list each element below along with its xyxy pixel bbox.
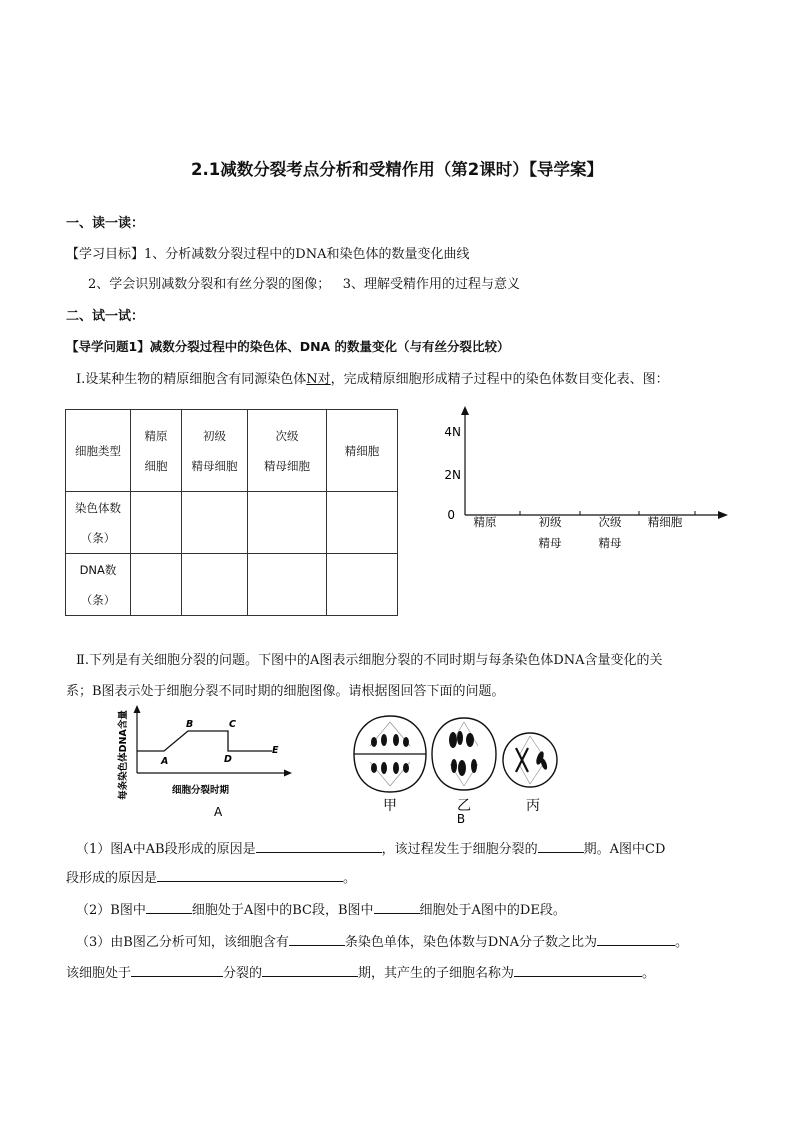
- figure-a-x-arrow: [284, 770, 292, 777]
- part-1-prefix: Ⅰ.设某种生物的精原细胞含有同源染色体: [76, 372, 307, 387]
- cell-yi: [432, 718, 496, 790]
- row-chromosome-label: 染色体数 （条）: [66, 492, 131, 554]
- answer-blank[interactable]: [146, 901, 192, 914]
- table-cell[interactable]: [248, 554, 327, 616]
- header-cell-type: 细胞类型: [66, 410, 131, 492]
- cell-bing: [503, 733, 557, 787]
- question-1-title: 【导学问题1】减数分裂过程中的染色体、DNA 的数量变化（与有丝分裂比较）: [66, 339, 510, 354]
- row-dna-label: DNA数 （条）: [66, 554, 131, 616]
- cell-jia: [354, 716, 426, 792]
- x-label-spermatogonium: 精原: [473, 515, 497, 529]
- header-primary-spermatocyte: 初级 精母细胞: [182, 410, 248, 492]
- part-1-underlined: N对: [306, 372, 331, 387]
- answer-blank[interactable]: [538, 840, 584, 853]
- table-cell[interactable]: [248, 492, 327, 554]
- question-3-line-1: （3）由B图乙分析可知，该细胞含有 条染色单体，染色体数与DNA分子数之比为 。: [76, 935, 689, 950]
- y-label-4n: 4N: [444, 425, 461, 439]
- answer-blank[interactable]: [262, 964, 358, 977]
- x-label-secondary-2: 精母: [598, 536, 622, 550]
- table-cell[interactable]: [131, 492, 182, 554]
- chromosome-table: [65, 409, 398, 616]
- answer-blank[interactable]: [289, 933, 345, 946]
- table-cell[interactable]: [327, 492, 398, 554]
- point-c: C: [229, 719, 236, 730]
- goal-2: 2、学会识别减数分裂和有丝分裂的图像；: [88, 277, 331, 292]
- learning-goals-line-1: [66, 243, 469, 262]
- figure-a-caption: A: [214, 805, 223, 819]
- question-2-line: （2）B图中 细胞处于A图中的BC段，B图中 细胞处于A图中的DE段。: [76, 903, 566, 918]
- figure-a-ylabel: 每条染色体DNA含量: [118, 710, 129, 800]
- x-label-sperm: 精细胞: [647, 515, 683, 529]
- question-3-line-2: 该细胞处于 分裂的 期，其产生的子细胞名称为 。: [66, 966, 656, 981]
- point-d: D: [224, 754, 232, 765]
- section-2-heading: 二、试一试：: [66, 309, 145, 324]
- x-label-secondary: 次级: [598, 515, 622, 529]
- part-2-line-2: 系；B图表示处于细胞分裂不同时期的细胞图像。请根据图回答下面的问题。: [66, 684, 505, 699]
- table-cell[interactable]: [131, 554, 182, 616]
- figure-a-curve: [137, 731, 272, 751]
- learning-goals-line-2: [88, 273, 520, 292]
- answer-blank[interactable]: [374, 901, 420, 914]
- table-cell[interactable]: [182, 554, 248, 616]
- answer-blank[interactable]: [597, 933, 675, 946]
- part-1-intro: [76, 368, 669, 387]
- x-axis-arrow: [718, 511, 728, 519]
- point-a: A: [161, 756, 169, 767]
- label-jia: 甲: [383, 798, 397, 814]
- x-label-primary-2: 精母: [538, 536, 562, 550]
- table-cell[interactable]: [327, 554, 398, 616]
- label-yi: 乙: [457, 798, 471, 814]
- question-1-line-1: （1）图A中AB段形成的原因是 ，该过程发生于细胞分裂的 期。A图中CD: [76, 842, 666, 857]
- section-1-heading: 一、读一读：: [66, 216, 145, 231]
- table-cell[interactable]: [182, 492, 248, 554]
- label-bing: 丙: [526, 798, 540, 814]
- x-label-primary: 初级: [538, 515, 562, 529]
- header-spermatogonium: 精原 细胞: [131, 410, 182, 492]
- figure-a-y-arrow: [134, 705, 141, 713]
- figure-a-xlabel: 细胞分裂时期: [172, 785, 230, 796]
- answer-blank[interactable]: [157, 869, 343, 882]
- header-secondary-spermatocyte: 次级 精母细胞: [248, 410, 327, 492]
- header-sperm-cell: 精细胞: [327, 410, 398, 492]
- question-1-line-2: 段形成的原因是 。: [66, 871, 357, 886]
- answer-blank[interactable]: [131, 964, 223, 977]
- part-1-suffix: ，完成精原细胞形成精子过程中的染色体数目变化表、图：: [330, 372, 669, 387]
- goal-label: 【学习目标】: [66, 247, 145, 262]
- page-title: 2.1减数分裂考点分析和受精作用（第2课时）【导学案】: [191, 160, 603, 179]
- figure-a-dna-chart: [110, 703, 300, 823]
- y-axis-arrow: [461, 406, 469, 415]
- blank-axis-chart: [425, 400, 735, 560]
- y-label-0: 0: [447, 508, 455, 522]
- goal-3: 3、理解受精作用的过程与意义: [342, 277, 520, 292]
- figure-b-cell-images: [350, 710, 580, 825]
- answer-blank[interactable]: [256, 840, 382, 853]
- point-b: B: [186, 719, 194, 730]
- point-e: E: [272, 745, 279, 756]
- y-label-2n: 2N: [444, 468, 461, 482]
- answer-blank[interactable]: [514, 964, 642, 977]
- part-2-line-1: Ⅱ.下列是有关细胞分裂的问题。下图中的A图表示细胞分裂的不同时期与每条染色体DNA含量变化的关: [76, 653, 663, 668]
- figure-b-caption: B: [456, 812, 466, 825]
- goal-1: 1、分析减数分裂过程中的DNA和染色体的数量变化曲线: [144, 247, 470, 262]
